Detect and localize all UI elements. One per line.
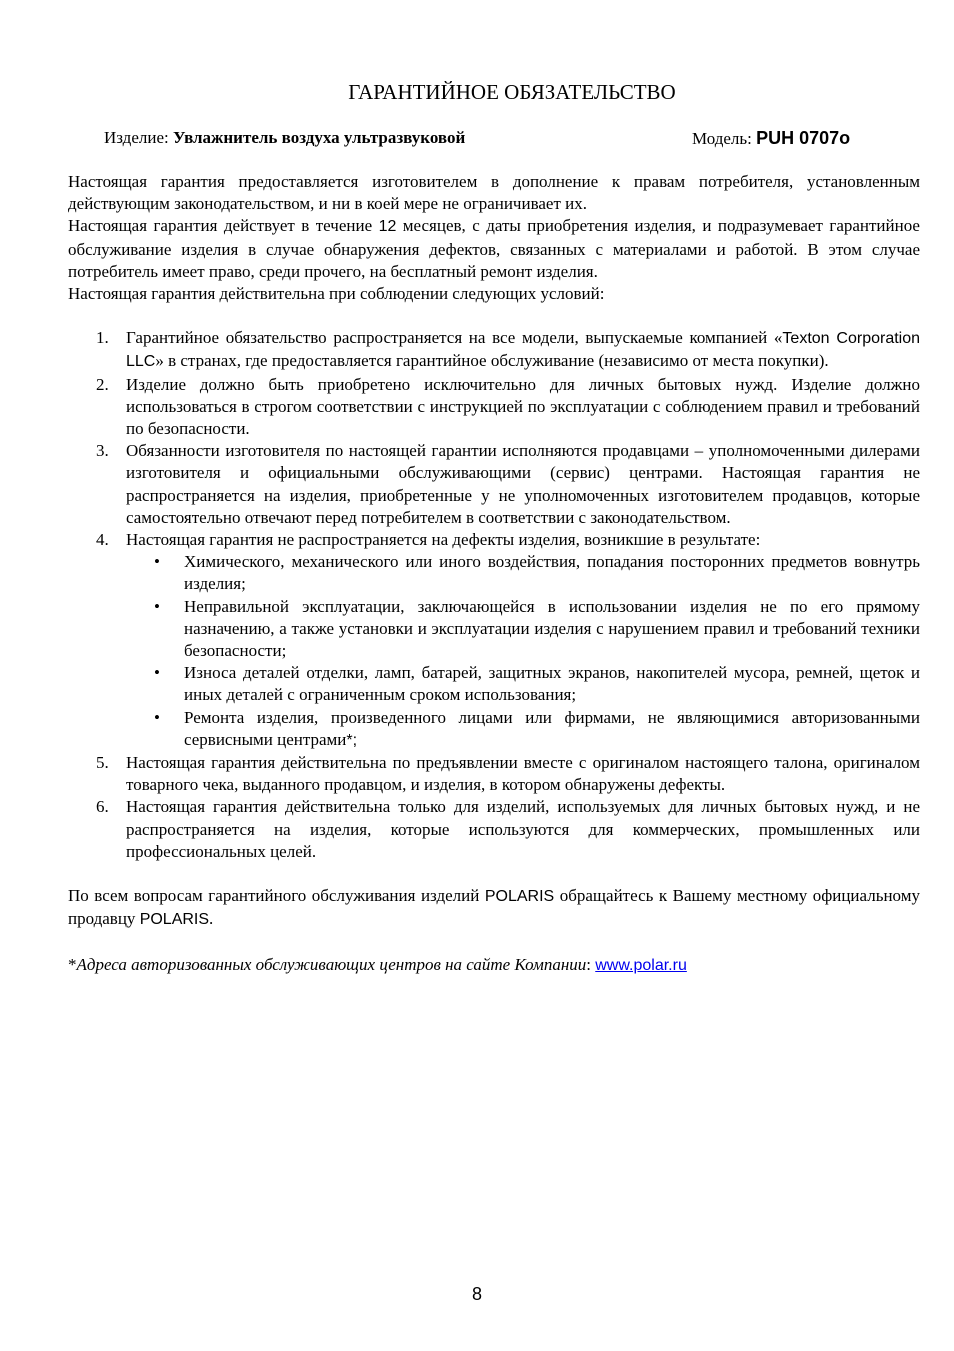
cause-text: Неправильной эксплуатации, заключающейся в использовании изделия не по его прямому назначению, а также установки и эксплуатации изделия с нарушением правил и требований техники безопасности; bbox=[184, 596, 920, 661]
footnote bbox=[68, 954, 920, 977]
condition-number: 2. bbox=[96, 374, 109, 394]
page-title: ГАРАНТИЙНОЕ ОБЯЗАТЕЛЬСТВО bbox=[348, 80, 676, 104]
intro-paragraph-2 bbox=[68, 215, 920, 283]
condition-item bbox=[68, 374, 920, 441]
brand-name: POLARIS bbox=[139, 911, 210, 929]
bullet-icon: • bbox=[154, 596, 160, 616]
page-number: 8 bbox=[471, 1284, 482, 1304]
bullet-icon: • bbox=[154, 663, 160, 683]
intro-paragraph-1: Настоящая гарантия предоставляется изготовителем в дополнение к правам потребителя, установленным действующим законодательством, и ни в коей мере не ограничивает их. bbox=[68, 172, 920, 214]
contact-text-middle: обращайтесь к Вашему местному официальному продавцу bbox=[68, 886, 920, 929]
intro-paragraph-3: Настоящая гарантия действительна при соблюдении следующих условий: bbox=[68, 284, 605, 304]
condition-number: 5. bbox=[96, 753, 109, 773]
model-value: PUH 0707o bbox=[756, 128, 851, 148]
warranty-months: 12 bbox=[378, 218, 397, 236]
causes-list bbox=[126, 551, 920, 752]
footnote-colon: : bbox=[586, 954, 596, 974]
intro-2-end: месяцев, с даты приобретения изделия, и подразумевает гарантийное обслуживание изделия в случае обнаружения дефектов, связанных с материалами и работой. В этом случае потребитель имеет право, среди прочего, на бесплатный ремонт изделия. bbox=[68, 216, 920, 281]
condition-item bbox=[68, 529, 920, 752]
cause-item bbox=[126, 707, 920, 752]
product-line bbox=[68, 127, 920, 151]
condition-item bbox=[68, 327, 920, 373]
contact-text-end: . bbox=[209, 909, 214, 929]
website-link[interactable]: www.polar.ru bbox=[595, 956, 687, 974]
footnote-marker: *; bbox=[346, 731, 358, 749]
condition-text-end: » в странах, где предоставляется гарантийное обслуживание (независимо от места покупки). bbox=[155, 351, 829, 371]
model-label: Модель: bbox=[692, 129, 752, 148]
condition-text: Изделие должно быть приобретено исключительно для личных бытовых нужд. Изделие должно использоваться в строгом соответствии с инструкцией по эксплуатации с соблюдением правил и требований по безопасности. bbox=[126, 374, 920, 439]
condition-number: 3. bbox=[96, 441, 109, 461]
warranty-page bbox=[68, 78, 920, 994]
condition-number: 6. bbox=[96, 797, 109, 817]
cause-item bbox=[126, 551, 920, 595]
cause-text: Химического, механического или иного воздействия, попадания посторонних предметов вовнутрь изделия; bbox=[184, 552, 920, 594]
condition-number: 4. bbox=[96, 530, 109, 550]
brand-name: POLARIS bbox=[484, 888, 555, 906]
product-value: Увлажнитель воздуха ультразвуковой bbox=[172, 128, 466, 147]
condition-text-start: Гарантийное обязательство распространяется на все модели, выпускаемые компанией « bbox=[126, 328, 783, 348]
contact-paragraph bbox=[68, 885, 920, 931]
condition-item bbox=[68, 440, 920, 529]
footnote-star: * bbox=[68, 954, 77, 974]
condition-number: 1. bbox=[96, 328, 109, 348]
condition-text: Настоящая гарантия не распространяется на дефекты изделия, возникшие в результате: bbox=[126, 530, 761, 550]
cause-text: Ремонта изделия, произведенного лицами или фирмами, не являющимися авторизованными сервисными центрами bbox=[184, 707, 920, 749]
contact-text-start: По всем вопросам гарантийного обслуживания изделий bbox=[68, 886, 485, 906]
condition-text: Обязанности изготовителя по настоящей гарантии исполняются продавцами – уполномоченными дилерами изготовителя и официальными обслуживающими (сервис) центрами. Настоящая гарантия не распространяется на изделия, приобретенные у не уполномоченных изготовителем продавцов, которые самостоятельно отвечают перед потребителем в соответствии с законодательством. bbox=[126, 441, 920, 527]
condition-item bbox=[68, 796, 920, 863]
condition-item bbox=[68, 752, 920, 796]
conditions-list bbox=[68, 327, 920, 863]
cause-text: Износа деталей отделки, ламп, батарей, защитных экранов, накопителей мусора, ремней, щеток и иных деталей с ограниченным сроком использования; bbox=[184, 663, 920, 705]
product-label: Изделие: bbox=[104, 128, 169, 147]
bullet-icon: • bbox=[154, 552, 160, 572]
cause-item bbox=[126, 662, 920, 706]
bullet-icon: • bbox=[154, 707, 160, 727]
condition-text: Настоящая гарантия действительна только для изделий, используемых для личных бытовых нужд, и не распространяется на изделия, которые используются для коммерческих, промышленных или профессиональных целей. bbox=[126, 797, 920, 861]
model-info bbox=[692, 127, 850, 150]
footnote-text: Адреса авторизованных обслуживающих центров на сайте Компании bbox=[76, 954, 587, 974]
company-name: Texton Corporation LLC bbox=[126, 330, 921, 371]
condition-text: Настоящая гарантия действительна по предъявлении вместе с оригиналом настоящего талона, оригиналом товарного чека, выданного продавцом, и изделия, в котором обнаружены дефекты. bbox=[126, 753, 920, 795]
cause-item bbox=[126, 596, 920, 663]
intro-2-start: Настоящая гарантия действует в течение bbox=[68, 216, 379, 236]
product-info bbox=[104, 127, 465, 149]
